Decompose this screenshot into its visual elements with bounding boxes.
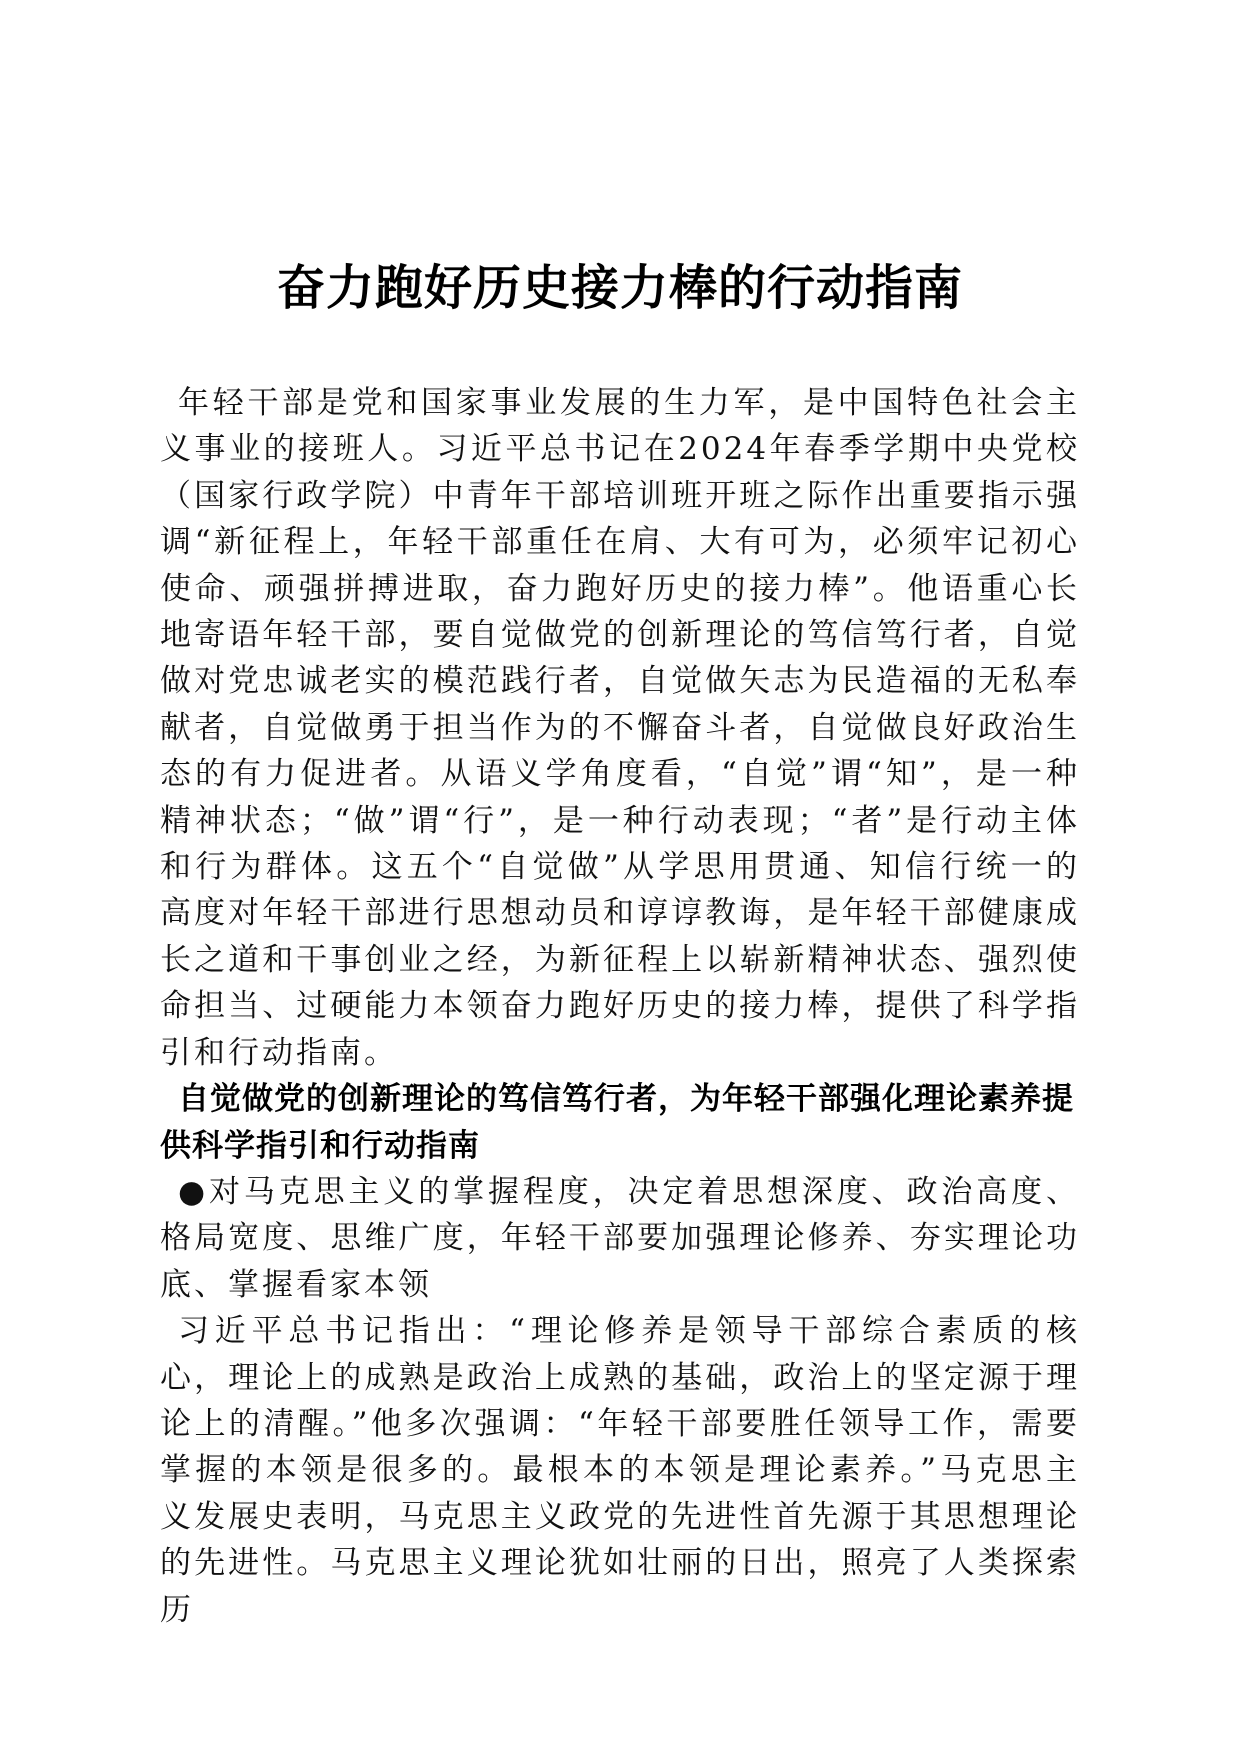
bullet-icon: ● [178, 1173, 209, 1210]
document-title: 奋力跑好历史接力棒的行动指南 [276, 260, 963, 316]
subpoint-text: 对马克思主义的掌握程度，决定着思想深度、政治高度、格局宽度、思维广度，年轻干部要加强理论修养、夯实理论功底、掌握看家本领 [160, 1173, 1080, 1303]
section-heading: 自觉做党的创新理论的笃信笃行者，为年轻干部强化理论素养提供科学指引和行动指南 [160, 1081, 1074, 1164]
document-body [160, 380, 1080, 1633]
intro-paragraph: 年轻干部是党和国家事业发展的生力军，是中国特色社会主义事业的接班人。习近平总书记在2024年春季学期中央党校（国家行政学院）中青年干部培训班开班之际作出重要指示强调“新征程上，年轻干部重任在肩、大有可为，必须牢记初心使命、顽强拼搏进取，奋力跑好历史的接力棒”。他语重心长地寄语年轻干部，要自觉做党的创新理论的笃信笃行者，自觉做对党忠诚老实的模范践行者，自觉做矢志为民造福的无私奉献者，自觉做勇于担当作为的不懈奋斗者，自觉做良好政治生态的有力促进者。从语义学角度看，“自觉”谓“知”，是一种精神状态；“做”谓“行”，是一种行动表现；“者”是行动主体和行为群体。这五个“自觉做”从学思用贯通、知信行统一的高度对年轻干部进行思想动员和谆谆教诲，是年轻干部健康成长之道和干事创业之经，为新征程上以崭新精神状态、强烈使命担当、过硬能力本领奋力跑好历史的接力棒，提供了科学指引和行动指南。 [160, 385, 1080, 1071]
body-paragraph: 习近平总书记指出：“理论修养是领导干部综合素质的核心，理论上的成熟是政治上成熟的基础，政治上的坚定源于理论上的清醒。”他多次强调：“年轻干部要胜任领导工作，需要掌握的本领是很多的。最根本的本领是理论素养。”马克思主义发展史表明，马克思主义政党的先进性首先源于其思想理论的先进性。马克思主义理论犹如壮丽的日出，照亮了人类探索历 [160, 1313, 1080, 1628]
subpoint-paragraph [160, 1169, 1080, 1308]
